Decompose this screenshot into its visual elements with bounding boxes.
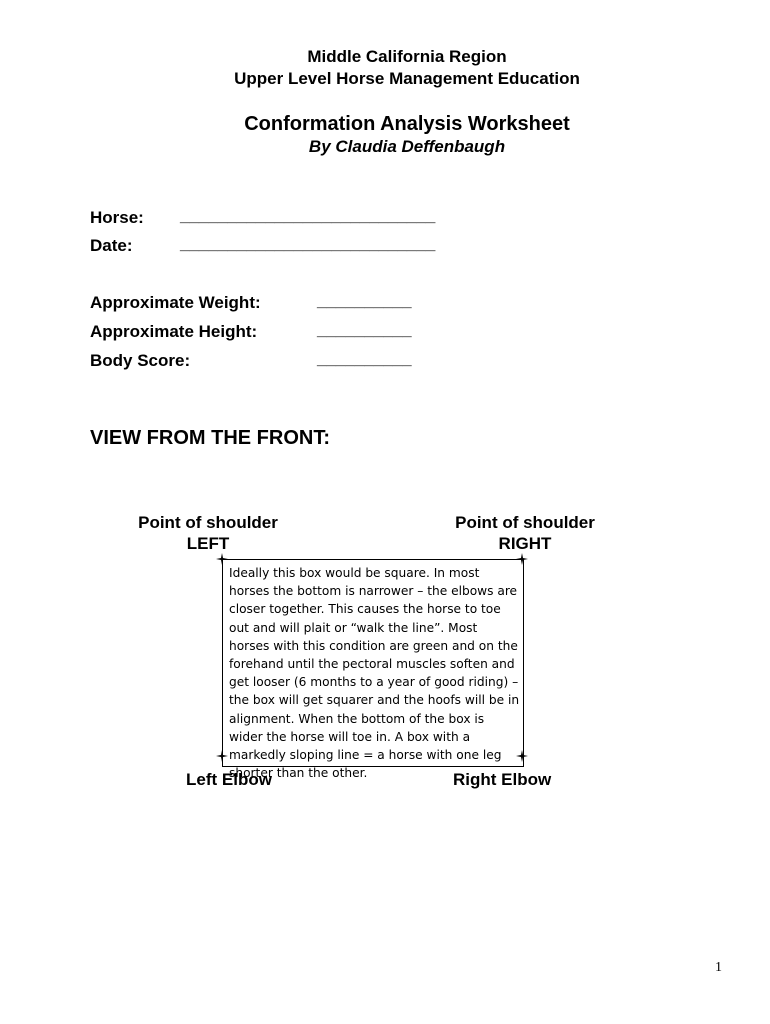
author-byline: By Claudia Deffenbaugh xyxy=(308,137,506,156)
corner-star-icon xyxy=(216,750,228,762)
front-view-heading: VIEW FROM THE FRONT: xyxy=(90,427,330,449)
worksheet-title: Conformation Analysis Worksheet xyxy=(244,113,570,135)
height-blank: __________ xyxy=(317,320,412,339)
region-name: Middle California Region xyxy=(307,47,507,66)
horse-blank: ___________________________ xyxy=(180,206,436,225)
height-label: Approximate Height: xyxy=(90,322,258,341)
shoulder-left-label: Point of shoulder xyxy=(138,513,278,532)
horse-label: Horse: xyxy=(90,208,144,227)
weight-label: Approximate Weight: xyxy=(90,293,261,312)
body-score-blank: __________ xyxy=(317,349,412,368)
shoulder-left-side: LEFT xyxy=(186,534,230,553)
date-label: Date: xyxy=(90,236,133,255)
program-name: Upper Level Horse Management Education xyxy=(234,69,580,88)
corner-star-icon xyxy=(216,553,228,565)
weight-blank: __________ xyxy=(317,291,412,310)
right-elbow-label: Right Elbow xyxy=(453,770,552,789)
body-score-label: Body Score: xyxy=(90,351,191,370)
shoulder-right-side: RIGHT xyxy=(498,534,552,553)
page-number: 1 xyxy=(715,960,722,975)
box-explanation-text: Ideally this box would be square. In most horses the bottom is narrower – the elbows are closer together. This causes the horse to toe out and will plait or “walk the line”. Most horses with this condition are green and on the forehand until the pectoral muscles soften and get looser (6 months to a year of good riding) – the box will get squarer and the hoofs will be in alignment. When the bottom of the box is wider the horse will toe in. A box with a markedly sloping line = a horse with one leg shorter than the other. xyxy=(229,566,520,781)
left-elbow-label: Left Elbow xyxy=(186,770,272,789)
shoulder-right-label: Point of shoulder xyxy=(455,513,595,532)
date-blank: ___________________________ xyxy=(180,234,436,253)
